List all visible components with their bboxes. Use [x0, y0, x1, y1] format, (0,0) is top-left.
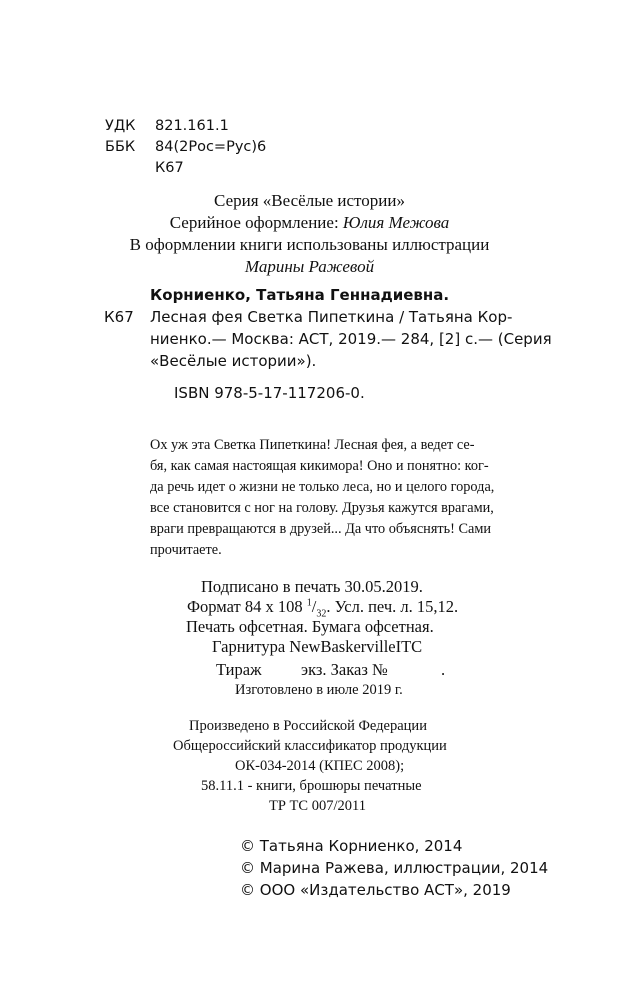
- catalog-sign: К67: [104, 308, 134, 326]
- isbn: ISBN 978-5-17-117206-0.: [174, 384, 365, 402]
- format-line: [187, 597, 458, 619]
- printing-line: Печать офсетная. Бумага офсетная.: [186, 617, 434, 636]
- format-numerator: 1: [306, 597, 312, 609]
- format-slash: /: [311, 597, 317, 616]
- series-block: [0, 191, 619, 281]
- production-line-1: Произведено в Российской Федерации: [189, 718, 427, 734]
- copyright-author: © Татьяна Корниенко, 2014: [240, 837, 463, 855]
- tr-line: ТР ТС 007/2011: [269, 798, 366, 814]
- design-line: [0, 213, 619, 233]
- catalog-line-2: ниенко.— Москва: АСТ, 2019.— 284, [2] с.— (Серия: [150, 330, 552, 348]
- production-line-2: Общероссийский классификатор продукции: [173, 738, 447, 754]
- signed-line: Подписано в печать 30.05.2019.: [201, 577, 423, 596]
- annotation-line-5: враги превращаются в друзей... Да что объяснять! Сами: [150, 521, 492, 537]
- copyright-illustrator: © Марина Ражева, иллюстрации, 2014: [240, 859, 549, 877]
- udk-line: [105, 116, 229, 136]
- bbk-label: ББК: [105, 139, 136, 155]
- tirage-rest: экз. Заказ №: [301, 660, 388, 679]
- series-line: Серия «Весёлые истории»: [214, 191, 405, 210]
- annotation-line-4: все становится с ног на голову. Друзья кажутся врагами,: [150, 500, 494, 516]
- format-prefix: Формат 84 x 108: [187, 597, 307, 616]
- annotation-line-2: бя, как самая настоящая кикимора! Оно и понятно: ког-: [150, 458, 489, 474]
- catalog-line-1: Лесная фея Светка Пипеткина / Татьяна Кор-: [150, 308, 513, 326]
- typeface-line: Гарнитура NewBaskervilleITC: [212, 637, 423, 656]
- bbk-line: [105, 137, 266, 157]
- production-line-3: ОК-034-2014 (КПЕС 2008);: [235, 758, 405, 774]
- format-denominator: 32: [316, 608, 327, 620]
- designer-name: Юлия Межова: [342, 213, 450, 232]
- annotation-line-3: да речь идет о жизни не только леса, но и целого города,: [150, 479, 495, 495]
- bbk-value: 84(2Рос=Рус)6: [155, 139, 267, 155]
- annotation-line-1: Ох уж эта Светка Пипеткина! Лесная фея, а ведет се-: [150, 437, 475, 453]
- catalog-line-3: «Весёлые истории»).: [150, 352, 317, 370]
- production-line-4: 58.11.1 - книги, брошюры печатные: [201, 778, 422, 794]
- annotation-line-6: прочитаете.: [150, 542, 222, 558]
- illustrations-line: В оформлении книги использованы иллюстрации: [129, 235, 490, 254]
- made-line: Изготовлено в июле 2019 г.: [235, 682, 403, 698]
- tirage-label: Тираж: [216, 660, 262, 679]
- catalog-author: Корниенко, Татьяна Геннадиевна.: [150, 286, 450, 304]
- udk-value: 821.161.1: [155, 118, 229, 134]
- tirage-end: .: [441, 660, 446, 679]
- design-prefix: Серийное оформление:: [169, 213, 343, 232]
- udk-label: УДК: [105, 118, 136, 134]
- author-sign-top: К67: [155, 160, 184, 176]
- illustrator-name: Марины Ражевой: [244, 257, 375, 276]
- format-suffix: . Усл. печ. л. 15,12.: [326, 597, 459, 616]
- copyright-publisher: © ООО «Издательство АСТ», 2019: [240, 881, 511, 899]
